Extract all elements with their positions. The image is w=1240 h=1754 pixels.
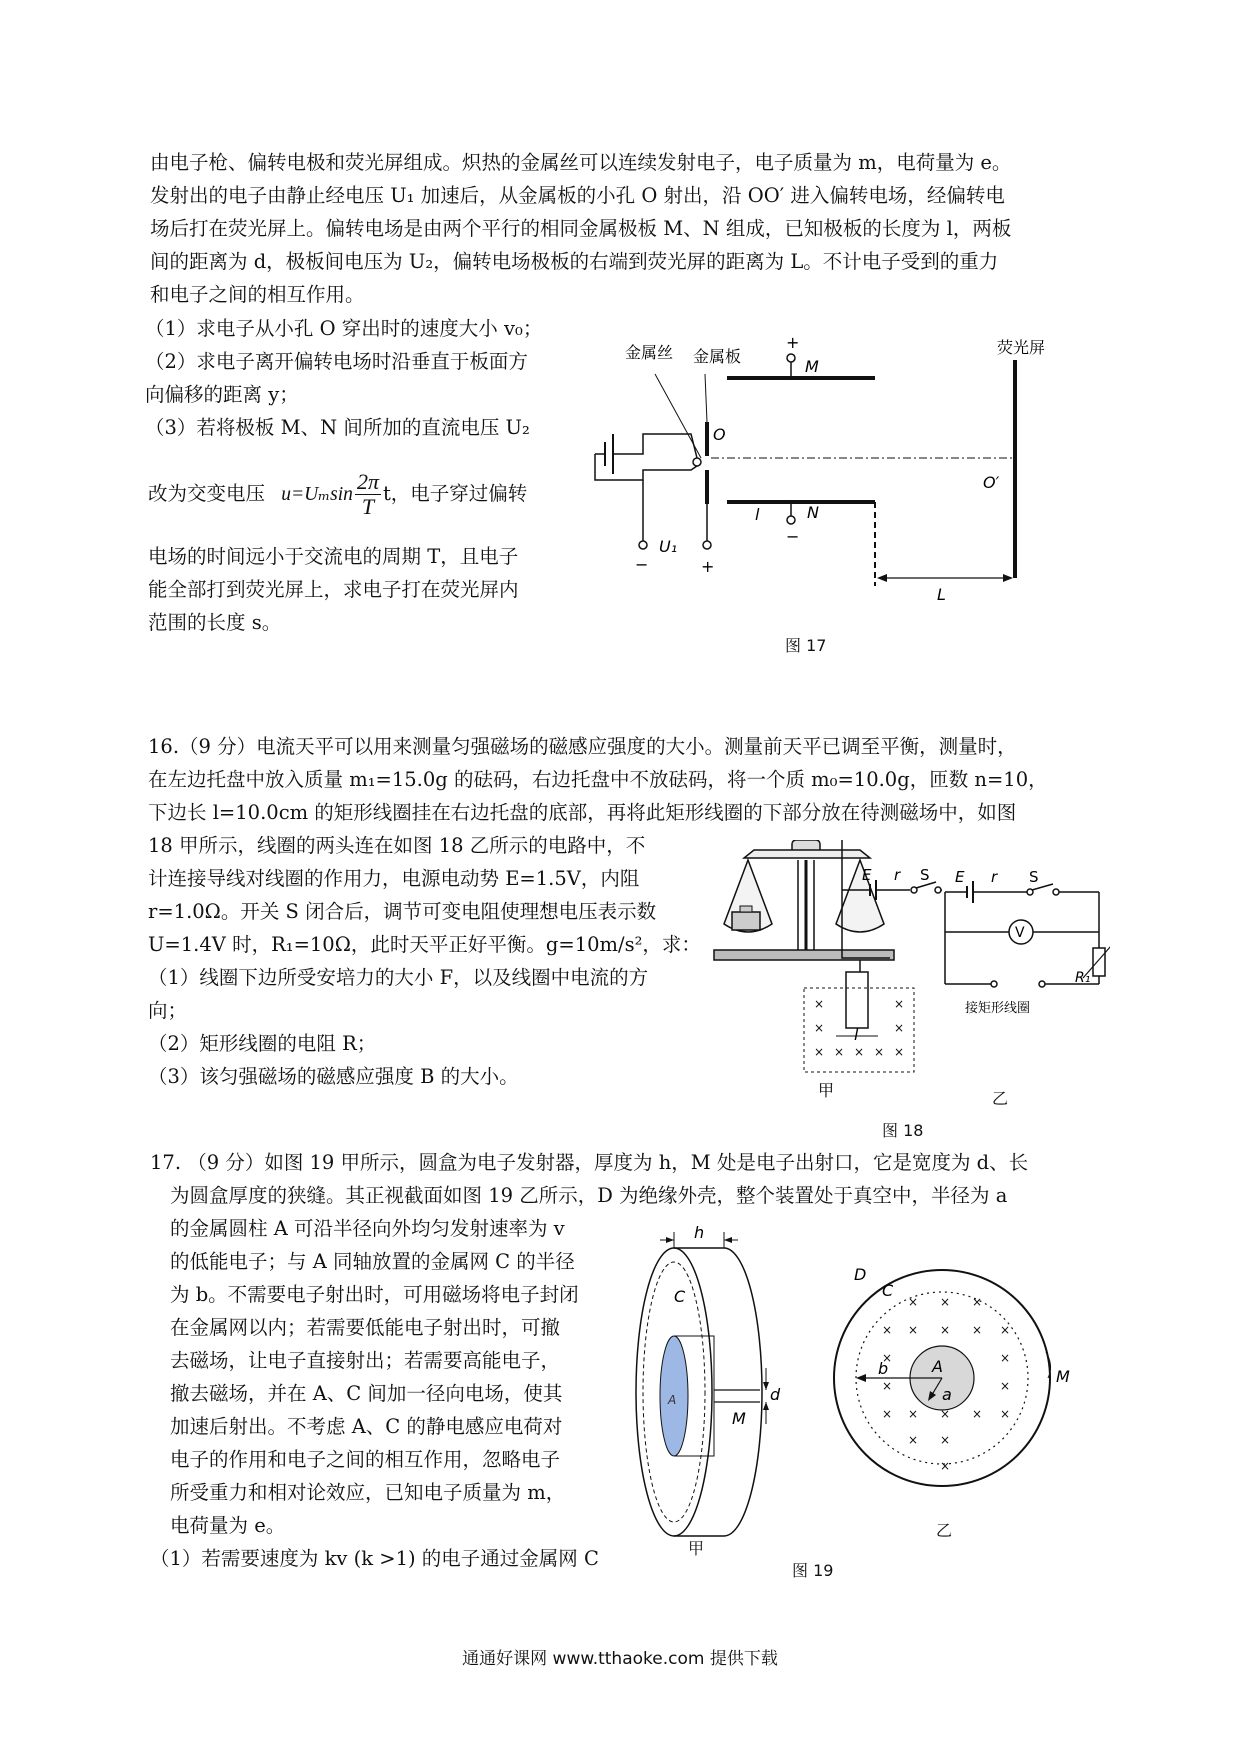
- q16-line: 16.（9 分）电流天平可以用来测量匀强磁场的磁感应强度的大小。测量前天平已调至平衡，测量时，: [148, 735, 1017, 758]
- figure-19-yi-cross-section: [820, 1260, 1080, 1505]
- q17-line: 为圆盒厚度的狭缝。其正视截面如图 19 乙所示，D 为绝缘外壳，整个装置处于真空中，半径为 a: [170, 1184, 1008, 1207]
- q16-left-line: （1）线圈下边所受安培力的大小 F，以及线圈中电流的方: [148, 966, 649, 989]
- q15-sub3b-pre: 改为交变电压: [148, 482, 266, 505]
- q17-left-line: 的金属圆柱 A 可沿半径向外均匀发射速率为 v: [170, 1217, 565, 1240]
- q17-left-line: 加速后射出。不考虑 A、C 的静电感应电荷对: [170, 1415, 563, 1438]
- q15-sub2a: （2）求电子离开偏转电场时沿垂直于板面方: [145, 350, 528, 373]
- R1-label: R₁: [1075, 970, 1091, 986]
- q16-left-line: U=1.4V 时，R₁=10Ω，此时天平正好平衡。g=10m/s²，求：: [148, 933, 701, 956]
- q15-intro-line: 由电子枪、偏转电极和荧光屏组成。炽热的金属丝可以连续发射电子，电子质量为 m，电荷量为 e。: [150, 151, 1012, 174]
- q17-left-line: 的低能电子；与 A 同轴放置的金属网 C 的半径: [170, 1250, 575, 1273]
- q16-left-line: （2）矩形线圈的电阻 R；: [148, 1032, 377, 1055]
- q16-intro: [148, 730, 1100, 829]
- q15-sub1: （1）求电子从小孔 O 穿出时的速度大小 v₀；: [145, 317, 543, 340]
- D-label: D: [854, 1265, 867, 1284]
- q16-line: 下边长 l=10.0cm 的矩形线圈挂在右边托盘的底部，再将此矩形线圈的下部分放在待测磁场中，如图: [148, 801, 1017, 824]
- q15-intro-line: 场后打在荧光屏上。偏转电场是由两个平行的相同金属极板 M、N 组成，已知极板的长度为 l，两板: [150, 217, 1012, 240]
- formula-tail: t，电子穿过偏转: [382, 482, 528, 505]
- q17-intro: [150, 1146, 1102, 1212]
- q16-left-line: r=1.0Ω。开关 S 闭合后，调节可变电阻使理想电压表示数: [148, 900, 657, 923]
- svg-text:×: ×: [940, 1459, 951, 1473]
- q16-left-line: 18 甲所示，线圈的两头连在如图 18 乙所示的电路中，不: [148, 834, 646, 857]
- q17-left-line: 去磁场，让电子直接射出；若需要高能电子，: [170, 1349, 561, 1372]
- h-label: h: [694, 1226, 705, 1242]
- fig18-jia-label: 甲: [818, 1081, 835, 1100]
- q15-sub3c: 电场的时间远小于交流电的周期 T，且电子: [148, 545, 519, 568]
- q17-left-line: 撤去磁场，并在 A、C 间加一径向电场，使其: [170, 1382, 563, 1405]
- L-label: L: [937, 585, 946, 604]
- svg-text:×: ×: [908, 1433, 919, 1447]
- figure-17-caption: 图 17: [785, 636, 827, 655]
- d-label: d: [770, 1385, 781, 1404]
- figure-17-crt-diagram: [585, 330, 1045, 615]
- svg-text:×: ×: [940, 1407, 951, 1421]
- minus-sign: −: [786, 527, 800, 546]
- l-label: l: [755, 505, 760, 524]
- svg-text:×: ×: [874, 1045, 885, 1059]
- q16-line: 在左边托盘中放入质量 m₁=15.0g 的砝码，右边托盘中不放砝码，将一个质 m₀=10.0g，匝数 n=10，: [148, 768, 1048, 791]
- weight: [732, 912, 760, 930]
- filament: [693, 458, 701, 466]
- q17-left-line: 在金属网以内；若需要低能电子射出时，可撤: [170, 1316, 561, 1339]
- q17-line: 17. （9 分）如图 19 甲所示，圆盒为电子发射器，厚度为 h，M 处是电子出射口，它是宽度为 d、长: [150, 1151, 1029, 1174]
- u1-label: U₁: [659, 537, 678, 556]
- a-label: a: [942, 1385, 952, 1404]
- coil-terminal-label: 接矩形线圈: [965, 1001, 1031, 1016]
- q17-left-line: （1）若需要速度为 kv (k >1) 的电子通过金属网 C: [150, 1547, 599, 1570]
- q15-formula-line: [148, 466, 578, 523]
- svg-text:×: ×: [908, 1323, 919, 1337]
- O-label: O: [713, 425, 726, 444]
- q15-intro-line: 发射出的电子由静止经电压 U₁ 加速后，从金属板的小孔 O 射出，沿 OO′ 进入偏转电场，经偏转电: [150, 184, 1005, 207]
- svg-text:×: ×: [1000, 1379, 1011, 1393]
- minus-sign: −: [635, 555, 649, 574]
- svg-text:×: ×: [814, 1045, 825, 1059]
- screen-label: 荧光屏: [997, 338, 1045, 357]
- q16-left-line: 向；: [148, 999, 188, 1022]
- figure-19-caption: 图 19: [792, 1561, 834, 1580]
- q17-body: [150, 1212, 630, 1575]
- b-label: b: [878, 1359, 889, 1378]
- q15-sub3e: 范围的长度 s。: [148, 611, 282, 634]
- figure-18-caption: 图 18: [882, 1121, 924, 1140]
- plus-sign: +: [786, 333, 800, 352]
- filament-label: 金属丝: [625, 343, 674, 362]
- q15-sub3a: （3）若将极板 M、N 间所加的直流电压 U₂: [145, 416, 530, 439]
- r-label: r: [894, 866, 901, 884]
- svg-text:×: ×: [972, 1295, 983, 1309]
- q15-intro: [150, 146, 1098, 311]
- svg-text:×: ×: [814, 1021, 825, 1035]
- variable-resistor-R1: [1093, 948, 1105, 976]
- q17-left-line: 电子的作用和电子之间的相互作用，忽略电子: [170, 1448, 561, 1471]
- q17-left-line: 所受重力和相对论效应，已知电子质量为 m，: [170, 1481, 566, 1504]
- q17-left-line: 电荷量为 e。: [170, 1514, 286, 1537]
- svg-text:×: ×: [908, 1295, 919, 1309]
- q15-sub2b: 向偏移的距离 y；: [145, 383, 299, 406]
- figure-19-jia-disk: [632, 1226, 812, 1556]
- svg-text:×: ×: [940, 1433, 951, 1447]
- S-label: S: [920, 866, 930, 884]
- q17-left-line: 为 b。不需要电子射出时，可用磁场将电子封闭: [170, 1283, 579, 1306]
- svg-text:×: ×: [940, 1295, 951, 1309]
- A-label: A: [932, 1357, 943, 1376]
- fraction-denominator: T: [361, 494, 375, 519]
- svg-text:×: ×: [908, 1407, 919, 1421]
- formula-fraction: [355, 470, 381, 519]
- svg-text:×: ×: [1000, 1407, 1011, 1421]
- figure-18-circuit: [935, 866, 1110, 1041]
- svg-text:×: ×: [1000, 1323, 1011, 1337]
- svg-text:×: ×: [882, 1379, 893, 1393]
- q15-intro-line: 间的距离为 d，极板间电压为 U₂，偏转电场极板的右端到荧光屏的距离为 L。不计电子受到的重力: [150, 250, 999, 273]
- q15-sub3d: 能全部打到荧光屏上，求电子打在荧光屏内: [148, 578, 519, 601]
- page-footer: 通通好课网 www.tthaoke.com 提供下载: [462, 1649, 778, 1669]
- fig18-yi-label: 乙: [992, 1089, 1009, 1108]
- svg-text:×: ×: [894, 1045, 905, 1059]
- svg-text:×: ×: [814, 997, 825, 1011]
- svg-text:×: ×: [1000, 1351, 1011, 1365]
- E-label: E: [955, 868, 965, 886]
- M-label: M: [805, 357, 819, 376]
- r-label: r: [991, 868, 998, 886]
- fig19-yi-label: 乙: [936, 1521, 953, 1540]
- fraction-numerator: 2π: [356, 469, 379, 494]
- svg-text:×: ×: [882, 1407, 893, 1421]
- q16-left-line: （3）该匀强磁场的磁感应强度 B 的大小。: [148, 1065, 519, 1088]
- E-label: E: [862, 866, 872, 884]
- plus-sign: +: [701, 557, 715, 576]
- svg-text:×: ×: [882, 1323, 893, 1337]
- svg-text:×: ×: [882, 1351, 893, 1365]
- q16-body: [148, 829, 708, 1093]
- N-label: N: [807, 503, 819, 522]
- svg-text:×: ×: [894, 1021, 905, 1035]
- plate-label: 金属板: [693, 347, 742, 366]
- A-label: A: [668, 1393, 677, 1407]
- q15-sub3-cont: [148, 540, 578, 639]
- O2-label: O′: [983, 473, 1000, 492]
- M-label: M: [1056, 1367, 1070, 1386]
- svg-text:×: ×: [854, 1045, 865, 1059]
- q15-subquestions: [145, 312, 575, 444]
- fig19-jia-label: 甲: [688, 1539, 705, 1558]
- svg-text:×: ×: [972, 1323, 983, 1337]
- formula-lhs: u=Uₘsin: [281, 484, 353, 505]
- rectangular-coil: [846, 972, 868, 1028]
- V-label: V: [1015, 925, 1025, 941]
- svg-text:×: ×: [894, 997, 905, 1011]
- svg-text:×: ×: [972, 1407, 983, 1421]
- S-label: S: [1029, 868, 1039, 886]
- q15-intro-line: 和电子之间的相互作用。: [150, 283, 365, 306]
- svg-text:×: ×: [834, 1045, 845, 1059]
- C-label: C: [882, 1281, 894, 1300]
- svg-text:×: ×: [940, 1323, 951, 1337]
- C-label: C: [674, 1287, 686, 1306]
- M-label: M: [732, 1409, 746, 1428]
- q16-left-line: 计连接导线对线圈的作用力，电源电动势 E=1.5V，内阻: [148, 867, 640, 890]
- l-label: l: [854, 1025, 859, 1044]
